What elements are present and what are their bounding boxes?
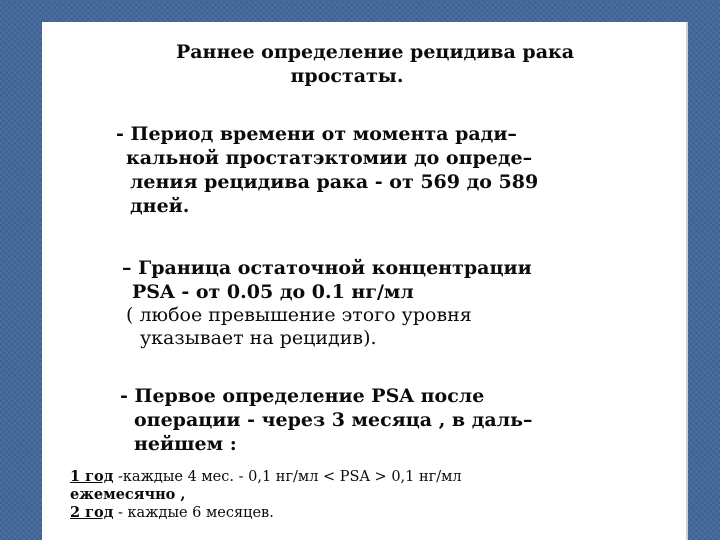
bullet-1-line-3: ления рецидива рака - от 569 до 589 <box>130 171 539 193</box>
schedule-year-2-text: - каждые 6 месяцев. <box>113 505 274 521</box>
bullet-2-line-1: – Граница остаточной концентрации <box>122 257 532 279</box>
bullet-1-line-4: дней. <box>130 195 190 217</box>
title-line-1: Раннее определение рецидива рака <box>175 41 575 63</box>
schedule-line-3 <box>70 504 274 522</box>
bullet-3-line-2: операции - через 3 месяца , в даль– <box>134 409 533 431</box>
bullet-2-line-2: PSA - от 0.05 до 0.1 нг/мл <box>132 281 414 303</box>
schedule-year-2-label: 2 год <box>70 504 114 521</box>
schedule-line-1 <box>70 468 462 486</box>
schedule-year-1-text: -каждые 4 мес. - 0,1 нг/мл < PSA > 0,1 нг/мл <box>113 469 462 485</box>
bullet-3-line-3: нейшем : <box>134 433 237 455</box>
schedule-year-1-label: 1 год <box>70 468 114 485</box>
bullet-1-line-2: кальной простатэктомии до опреде– <box>126 147 533 169</box>
bullet-2-line-4: указывает на рецидив). <box>140 327 377 349</box>
title-line-2: простаты. <box>290 65 404 87</box>
document-page <box>42 22 688 540</box>
schedule-line-2: ежемесячно , <box>70 486 186 503</box>
bullet-2-line-3: ( любое превышение этого уровня <box>126 304 472 326</box>
bullet-3-line-1: - Первое определение PSA после <box>120 385 485 407</box>
bullet-1-line-1: - Период времени от момента ради– <box>116 123 517 145</box>
